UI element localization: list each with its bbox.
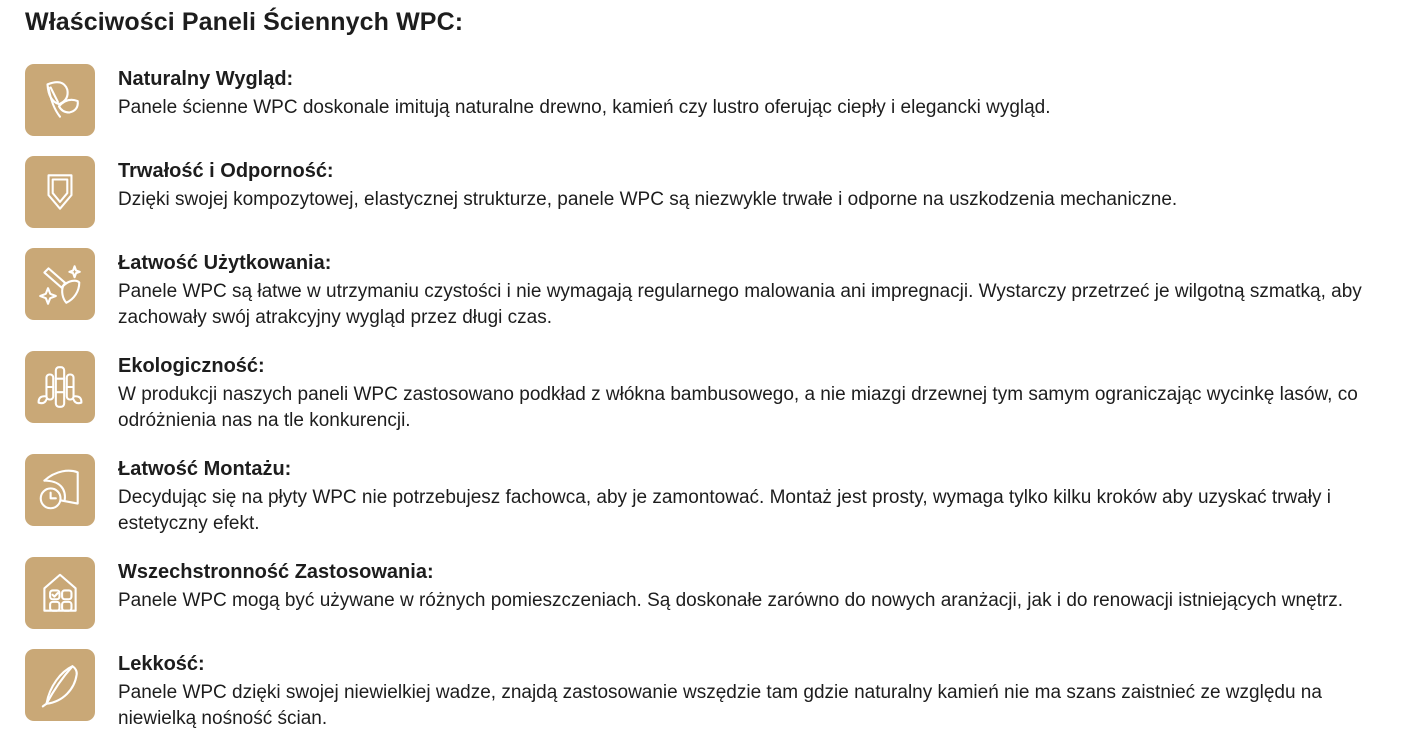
feature-description: Dzięki swojej kompozytowej, elastycznej strukturze, panele WPC są niezwykle trwałe i odporne na uszkodzenia mechaniczne. bbox=[118, 189, 1178, 210]
leaf-icon bbox=[25, 64, 95, 136]
bamboo-icon bbox=[25, 351, 95, 423]
feature-text bbox=[118, 64, 1051, 121]
feature-row-easy-install bbox=[25, 454, 1375, 537]
feature-text bbox=[118, 454, 1375, 537]
feature-title: Ekologiczność: bbox=[118, 355, 265, 377]
feature-text bbox=[118, 156, 1177, 213]
feature-description: Decydując się na płyty WPC nie potrzebujesz fachowca, aby je zamontować. Montaż jest prosty, wymaga tylko kilku kroków aby uzyskać trwały i estetyczny efekt. bbox=[118, 487, 1331, 534]
feature-text bbox=[118, 649, 1375, 732]
feature-description: Panele WPC dzięki swojej niewielkiej wadze, znajdą zastosowanie wszędzie tam gdzie naturalny kamień nie ma szans zaistnieć ze względu na niewielką nośność ścian. bbox=[118, 682, 1322, 729]
feature-list bbox=[25, 64, 1375, 732]
feature-description: W produkcji naszych paneli WPC zastosowano podkład z włókna bambusowego, a nie miazgi drzewnej tym samym ograniczając wycinkę lasów, co odróżnienia nas na tle konkurencji. bbox=[118, 384, 1358, 431]
broom-sparkles-icon bbox=[25, 248, 95, 320]
feature-title: Naturalny Wygląd: bbox=[118, 68, 294, 90]
feature-text bbox=[118, 351, 1375, 434]
feature-description: Panele WPC mogą być używane w różnych pomieszczeniach. Są doskonałe zarówno do nowych aranżacji, jak i do renowacji istniejących wnętrz. bbox=[118, 590, 1344, 611]
feature-text bbox=[118, 248, 1375, 331]
feather-icon bbox=[25, 649, 95, 721]
feature-title: Łatwość Użytkowania: bbox=[118, 252, 332, 274]
feature-title: Lekkość: bbox=[118, 653, 205, 675]
feature-row-versatility bbox=[25, 557, 1375, 629]
page-title: Właściwości Paneli Ściennych WPC: bbox=[25, 8, 464, 36]
feature-row-lightweight bbox=[25, 649, 1375, 732]
feature-text bbox=[118, 557, 1343, 614]
panel-clock-icon bbox=[25, 454, 95, 526]
shield-icon bbox=[25, 156, 95, 228]
feature-row-ecology bbox=[25, 351, 1375, 434]
feature-row-easy-use bbox=[25, 248, 1375, 331]
feature-row-natural-look bbox=[25, 64, 1375, 136]
feature-description: Panele WPC są łatwe w utrzymaniu czystości i nie wymagają regularnego malowania ani impregnacji. Wystarczy przetrzeć je wilgotną szmatką, aby zachowały swój atrakcyjny wygląd przez długi czas. bbox=[118, 281, 1362, 328]
feature-title: Łatwość Montażu: bbox=[118, 458, 292, 480]
feature-row-durability bbox=[25, 156, 1375, 228]
feature-title: Trwałość i Odporność: bbox=[118, 160, 334, 182]
house-rooms-icon bbox=[25, 557, 95, 629]
feature-description: Panele ścienne WPC doskonale imitują naturalne drewno, kamień czy lustro oferując ciepły i elegancki wygląd. bbox=[118, 97, 1051, 118]
feature-title: Wszechstronność Zastosowania: bbox=[118, 561, 434, 583]
